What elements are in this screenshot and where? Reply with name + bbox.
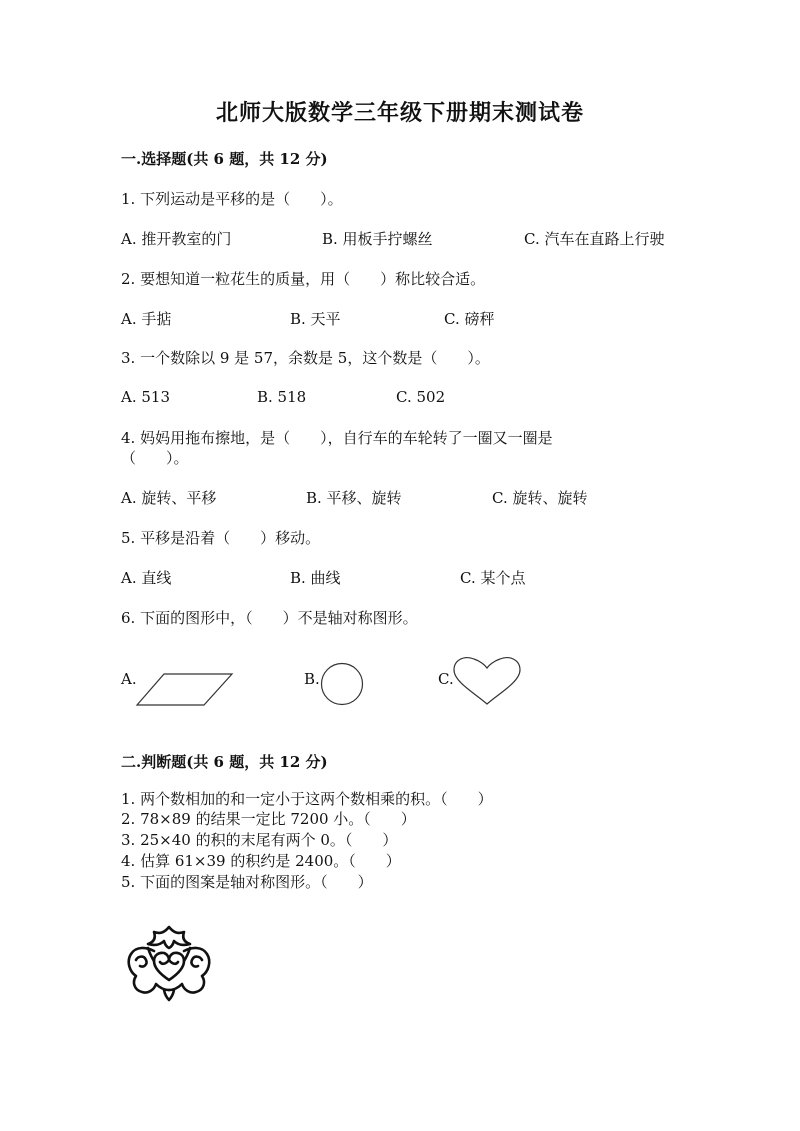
page-title: 北师大版数学三年级下册期末测试卷	[215, 100, 584, 126]
judgement-item-5: 5. 下面的图案是轴对称图形。（ ）	[121, 873, 373, 891]
q1-option-c: C. 汽车在直路上行驶	[524, 230, 665, 248]
judgement-item-2: 2. 78×89 的结果一定比 7200 小。（ ）	[121, 810, 416, 828]
q3-option-c: C. 502	[396, 388, 446, 406]
q2-option-c: C. 磅秤	[444, 310, 495, 328]
question-1: 1. 下列运动是平移的是（ ）。	[121, 190, 343, 208]
q6-option-c: C.	[438, 670, 454, 688]
section-heading-choice: 一.选择题(共 6 题，共 12 分)	[121, 150, 328, 168]
judgement-item-3: 3. 25×40 的积的末尾有两个 0。（ ）	[121, 831, 398, 849]
judgement-item-4: 4. 估算 61×39 的积约是 2400。（ ）	[121, 852, 401, 870]
question-5: 5. 平移是沿着（ ）移动。	[121, 529, 321, 547]
question-2: 2. 要想知道一粒花生的质量，用（ ）称比较合适。	[121, 270, 486, 288]
q4-option-b: B. 平移、旋转	[306, 489, 402, 507]
question-6: 6. 下面的图形中，（ ）不是轴对称图形。	[121, 609, 418, 627]
q4-option-a: A. 旋转、平移	[121, 489, 217, 507]
ornament-pattern-icon	[124, 924, 214, 1002]
question-3: 3. 一个数除以 9 是 57，余数是 5，这个数是（ ）。	[121, 349, 490, 367]
q3-option-b: B. 518	[257, 388, 307, 406]
q5-option-c: C. 某个点	[460, 569, 526, 587]
section-heading-judgement: 二.判断题(共 6 题，共 12 分)	[121, 753, 328, 771]
circle-icon	[320, 662, 364, 706]
question-4-continued: （ ）。	[121, 449, 189, 467]
q6-option-a: A.	[121, 670, 137, 688]
q2-option-b: B. 天平	[290, 310, 341, 328]
q1-option-a: A. 推开教室的门	[121, 230, 232, 248]
q1-option-b: B. 用板手拧螺丝	[322, 230, 433, 248]
q5-option-a: A. 直线	[121, 569, 172, 587]
question-4: 4. 妈妈用拖布擦地，是（ ），自行车的车轮转了一圈又一圈是	[121, 429, 553, 447]
judgement-item-1: 1. 两个数相加的和一定小于这两个数相乘的积。（ ）	[121, 790, 493, 808]
q6-option-b: B.	[304, 670, 320, 688]
q5-option-b: B. 曲线	[290, 569, 341, 587]
parallelogram-icon	[136, 673, 234, 707]
q4-option-c: C. 旋转、旋转	[492, 489, 588, 507]
q2-option-a: A. 手掂	[121, 310, 172, 328]
q3-option-a: A. 513	[121, 388, 170, 406]
heart-icon	[452, 656, 522, 706]
